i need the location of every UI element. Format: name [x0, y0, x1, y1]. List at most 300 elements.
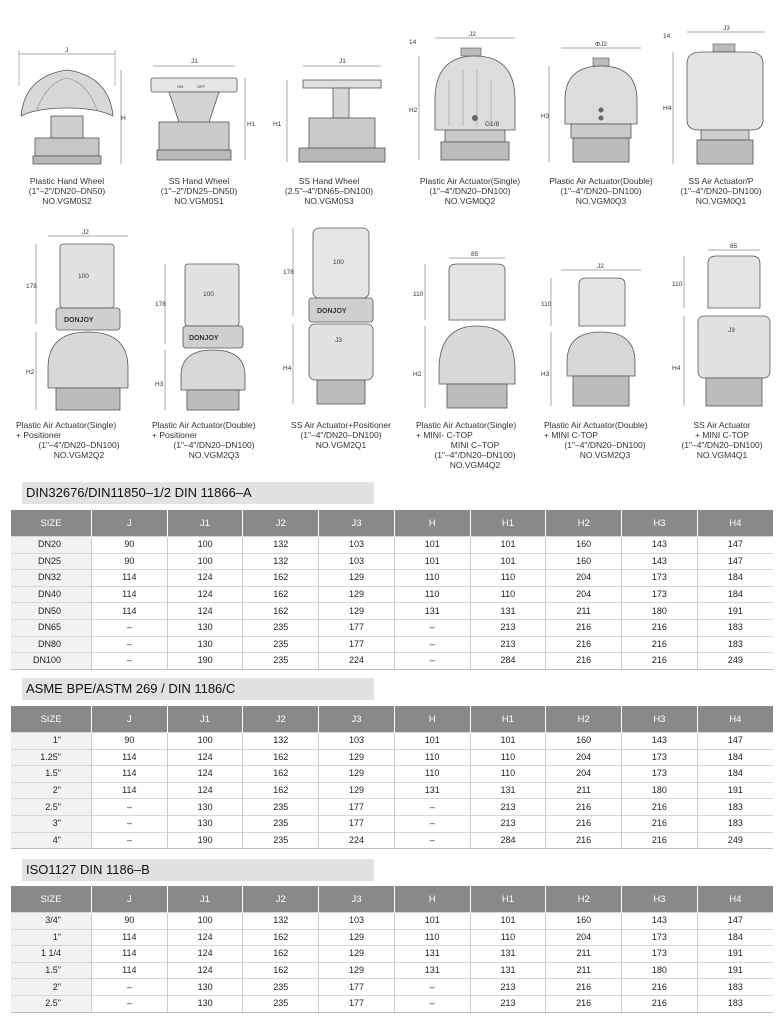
- table-cell: 211: [546, 603, 622, 620]
- table-cell: 101: [470, 553, 546, 570]
- table-cell: –: [92, 979, 168, 996]
- svg-text:H4: H4: [672, 365, 681, 372]
- table-row: [11, 603, 774, 620]
- table-cell: 162: [243, 946, 319, 963]
- drawing-plastic-hand-wheel-icon: [7, 46, 127, 174]
- table-cell: 100: [167, 537, 243, 554]
- size-cell: DN65: [11, 619, 92, 636]
- size-cell: DN80: [11, 636, 92, 653]
- table-cell: 114: [92, 782, 168, 799]
- column-header: H1: [470, 706, 546, 733]
- table-cell: 110: [394, 749, 470, 766]
- table-cell: 147: [697, 733, 773, 750]
- size-cell: 1.5": [11, 962, 92, 979]
- table-cell: 213: [470, 619, 546, 636]
- table-cell: 284: [470, 832, 546, 849]
- column-header: H2: [546, 706, 622, 733]
- svg-text:H1: H1: [247, 121, 256, 128]
- product-plastic-hand-wheel: [2, 46, 132, 206]
- table-cell: 103: [319, 913, 395, 930]
- table-cell: 216: [622, 979, 698, 996]
- size-cell: 2": [11, 979, 92, 996]
- svg-text:H2: H2: [26, 369, 35, 376]
- column-header: H4: [697, 510, 773, 537]
- table-cell: 130: [167, 995, 243, 1012]
- table-cell: 190: [167, 653, 243, 670]
- table-cell: 177: [319, 619, 395, 636]
- table-cell: 110: [394, 570, 470, 587]
- table-cell: 130: [167, 636, 243, 653]
- svg-text:J2: J2: [82, 229, 89, 236]
- table-cell: 90: [92, 553, 168, 570]
- size-cell: DN20: [11, 537, 92, 554]
- table-cell: –: [92, 815, 168, 832]
- drawing-ss-hand-wheel-large-icon: [269, 56, 389, 174]
- svg-text:J1: J1: [191, 58, 198, 65]
- column-header: J3: [319, 886, 395, 913]
- table-cell: 191: [697, 946, 773, 963]
- column-header: H3: [622, 886, 698, 913]
- svg-text:H4: H4: [663, 105, 672, 112]
- product-ss-positioner: [278, 220, 404, 450]
- size-cell: DN25: [11, 553, 92, 570]
- table-cell: 103: [319, 537, 395, 554]
- column-header: H1: [470, 886, 546, 913]
- table-cell: 124: [167, 603, 243, 620]
- table-cell: 216: [622, 815, 698, 832]
- table-cell: –: [92, 653, 168, 670]
- table-cell: 101: [394, 537, 470, 554]
- spec-table-asme: [10, 706, 773, 849]
- column-header: J2: [243, 706, 319, 733]
- table-cell: 235: [243, 636, 319, 653]
- column-header: H3: [622, 706, 698, 733]
- column-header: J: [92, 510, 168, 537]
- table-row: [11, 946, 774, 963]
- table-cell: –: [92, 832, 168, 849]
- table-cell: 101: [470, 537, 546, 554]
- svg-text:J1: J1: [339, 58, 346, 65]
- product-drawings: [0, 0, 783, 480]
- svg-text:14: 14: [663, 33, 671, 40]
- svg-text:14: 14: [409, 39, 417, 46]
- product-double-mini-ctop: [536, 262, 666, 460]
- table-cell: 224: [319, 653, 395, 670]
- table-cell: –: [394, 995, 470, 1012]
- table-cell: 103: [319, 553, 395, 570]
- table-title-din: DIN32676/DIN11850–1/2 DIN 11866–A: [22, 482, 374, 504]
- table-cell: 110: [470, 929, 546, 946]
- table-cell: 211: [546, 962, 622, 979]
- size-cell: 1 1/4: [11, 946, 92, 963]
- table-cell: 132: [243, 553, 319, 570]
- table-cell: 224: [319, 832, 395, 849]
- svg-text:110: 110: [672, 281, 683, 288]
- table-cell: 204: [546, 586, 622, 603]
- table-row: [11, 799, 774, 816]
- table-cell: 124: [167, 749, 243, 766]
- drawing-ss-mini-ctop-icon: [664, 242, 780, 418]
- table-cell: 143: [622, 913, 698, 930]
- product-single-positioner: [14, 228, 142, 460]
- svg-text:H4: H4: [283, 365, 292, 372]
- table-cell: 180: [622, 782, 698, 799]
- table-cell: 130: [167, 815, 243, 832]
- table-cell: 184: [697, 570, 773, 587]
- column-header: H2: [546, 510, 622, 537]
- column-header: J: [92, 886, 168, 913]
- table-cell: 129: [319, 929, 395, 946]
- column-header: H1: [470, 510, 546, 537]
- svg-text:85: 85: [730, 243, 738, 250]
- table-row: [11, 766, 774, 783]
- svg-text:H3: H3: [541, 371, 550, 378]
- product-caption: SS Hand Wheel (1"–2"/DN25–DN50) NO.VGM0S1: [160, 176, 238, 206]
- table-cell: 130: [167, 619, 243, 636]
- table-cell: 131: [470, 962, 546, 979]
- svg-text:DONJOY: DONJOY: [64, 317, 94, 324]
- table-cell: 204: [546, 570, 622, 587]
- table-cell: 180: [622, 603, 698, 620]
- drawing-air-actuator-single-icon: [405, 30, 535, 174]
- table-cell: 132: [243, 733, 319, 750]
- table-cell: 183: [697, 636, 773, 653]
- svg-text:H3: H3: [541, 113, 550, 120]
- table-cell: 162: [243, 570, 319, 587]
- table-cell: 216: [546, 636, 622, 653]
- table-cell: 131: [394, 782, 470, 799]
- table-cell: 100: [167, 553, 243, 570]
- drawing-ss-positioner-icon: [281, 220, 401, 418]
- svg-text:85: 85: [471, 251, 479, 258]
- table-cell: 90: [92, 733, 168, 750]
- table-cell: 183: [697, 979, 773, 996]
- column-header: H: [394, 706, 470, 733]
- table-cell: 114: [92, 586, 168, 603]
- table-cell: 130: [167, 979, 243, 996]
- svg-text:J3: J3: [728, 327, 735, 334]
- size-cell: 1.25": [11, 749, 92, 766]
- table-cell: 204: [546, 766, 622, 783]
- table-cell: 249: [697, 653, 773, 670]
- table-cell: 173: [622, 946, 698, 963]
- table-cell: 216: [622, 832, 698, 849]
- table-row: [11, 636, 774, 653]
- table-cell: 184: [697, 586, 773, 603]
- svg-text:178: 178: [155, 301, 166, 308]
- table-cell: 235: [243, 979, 319, 996]
- svg-text:H2: H2: [413, 371, 422, 378]
- svg-text:H: H: [121, 115, 126, 122]
- size-cell: 3": [11, 815, 92, 832]
- table-cell: 177: [319, 636, 395, 653]
- column-header: J2: [243, 886, 319, 913]
- table-row: [11, 832, 774, 849]
- table-cell: 101: [394, 553, 470, 570]
- table-cell: 130: [167, 799, 243, 816]
- table-row: [11, 962, 774, 979]
- product-ss-mini-ctop: [662, 242, 782, 460]
- table-cell: –: [92, 799, 168, 816]
- product-ss-air-actuator-p: [660, 24, 782, 206]
- svg-text:178: 178: [283, 269, 294, 276]
- table-cell: 235: [243, 799, 319, 816]
- product-caption: Plastic Air Actuator(Double) + MINI C-TOP (1"–4"/DN20–DN100) NO.VGM2Q3: [544, 420, 648, 460]
- table-cell: 211: [546, 782, 622, 799]
- svg-text:110: 110: [541, 301, 552, 308]
- table-cell: 100: [167, 913, 243, 930]
- product-plastic-air-actuator-single: [400, 30, 540, 206]
- product-plastic-air-actuator-double: [536, 40, 666, 206]
- column-header: J3: [319, 510, 395, 537]
- table-cell: 249: [697, 832, 773, 849]
- table-cell: 160: [546, 913, 622, 930]
- table-cell: 213: [470, 995, 546, 1012]
- table-cell: 177: [319, 979, 395, 996]
- svg-text:ON: ON: [177, 84, 183, 89]
- table-cell: 143: [622, 553, 698, 570]
- column-header: J1: [167, 706, 243, 733]
- table-cell: 124: [167, 586, 243, 603]
- column-header: J: [92, 706, 168, 733]
- table-cell: 160: [546, 733, 622, 750]
- table-cell: –: [394, 979, 470, 996]
- table-cell: 183: [697, 799, 773, 816]
- table-cell: –: [394, 832, 470, 849]
- column-header: H: [394, 886, 470, 913]
- table-cell: 235: [243, 832, 319, 849]
- drawing-single-positioner-icon: [18, 228, 138, 418]
- table-cell: 162: [243, 586, 319, 603]
- table-cell: 124: [167, 570, 243, 587]
- svg-text:100: 100: [203, 291, 214, 298]
- table-cell: 216: [622, 636, 698, 653]
- table-row: [11, 619, 774, 636]
- table-row: [11, 913, 774, 930]
- product-caption: Plastic Air Actuator(Double) + Positioner (1"–4"/DN20–DN100) NO.VGM2Q3: [152, 420, 256, 460]
- table-title-asme: ASME BPE/ASTM 269 / DIN 1186/C: [22, 678, 374, 700]
- table-row: [11, 815, 774, 832]
- table-cell: 216: [622, 799, 698, 816]
- svg-text:100: 100: [78, 273, 89, 280]
- product-double-positioner: [150, 256, 276, 460]
- table-cell: 213: [470, 979, 546, 996]
- product-caption: Plastic Air Actuator(Double) (1"–4"/DN20–DN100) NO.VGM0Q3: [549, 176, 653, 206]
- product-caption: SS Hand Wheel (2.5"–4"/DN65–DN100) NO.VGM0S3: [284, 176, 374, 206]
- table-cell: 114: [92, 749, 168, 766]
- table-cell: 191: [697, 962, 773, 979]
- table-cell: 100: [167, 733, 243, 750]
- svg-text:DONJOY: DONJOY: [317, 308, 347, 315]
- table-cell: 101: [470, 913, 546, 930]
- product-caption: SS Air Actuator+Positioner (1"–4"/DN20–DN100) NO.VGM2Q1: [291, 420, 391, 450]
- svg-text:ΦJ2: ΦJ2: [595, 41, 608, 48]
- drawing-ss-hand-wheel-icon: [139, 56, 259, 174]
- table-cell: 160: [546, 537, 622, 554]
- table-cell: 114: [92, 962, 168, 979]
- table-row: [11, 749, 774, 766]
- table-cell: 184: [697, 749, 773, 766]
- table-cell: 284: [470, 653, 546, 670]
- table-cell: 110: [470, 766, 546, 783]
- table-cell: 191: [697, 782, 773, 799]
- product-caption: SS Air Actuator + MINI C-TOP (1"–4"/DN20–DN100) NO.VGM4Q1: [681, 420, 763, 460]
- table-cell: 183: [697, 815, 773, 832]
- table-row: [11, 782, 774, 799]
- table-cell: 90: [92, 537, 168, 554]
- table-header-row: [11, 886, 774, 913]
- table-cell: 129: [319, 603, 395, 620]
- table-cell: 110: [394, 586, 470, 603]
- table-cell: 183: [697, 995, 773, 1012]
- size-cell: DN50: [11, 603, 92, 620]
- svg-text:J: J: [65, 47, 69, 54]
- table-cell: 110: [470, 749, 546, 766]
- table-cell: 204: [546, 749, 622, 766]
- product-ss-hand-wheel-large: [264, 56, 394, 206]
- size-cell: 2": [11, 782, 92, 799]
- table-row: [11, 979, 774, 996]
- table-cell: 162: [243, 929, 319, 946]
- table-cell: 213: [470, 636, 546, 653]
- table-cell: 162: [243, 962, 319, 979]
- table-cell: 110: [394, 766, 470, 783]
- product-ss-hand-wheel-small: [134, 56, 264, 206]
- column-header: J2: [243, 510, 319, 537]
- table-cell: 184: [697, 929, 773, 946]
- table-cell: 235: [243, 653, 319, 670]
- table-row: [11, 553, 774, 570]
- size-cell: 1.5": [11, 766, 92, 783]
- svg-text:J3: J3: [723, 25, 730, 32]
- table-cell: 103: [319, 733, 395, 750]
- table-cell: 131: [394, 946, 470, 963]
- size-cell: DN40: [11, 586, 92, 603]
- table-cell: 216: [546, 653, 622, 670]
- table-cell: 129: [319, 586, 395, 603]
- table-row: [11, 995, 774, 1012]
- column-header: J1: [167, 886, 243, 913]
- column-header: SIZE: [11, 706, 92, 733]
- table-title-iso: ISO1127 DIN 1186–B: [22, 859, 374, 881]
- table-cell: 216: [546, 832, 622, 849]
- table-cell: 162: [243, 603, 319, 620]
- table-cell: 147: [697, 913, 773, 930]
- table-cell: 143: [622, 537, 698, 554]
- table-cell: 183: [697, 619, 773, 636]
- table-cell: 124: [167, 766, 243, 783]
- table-header-row: [11, 706, 774, 733]
- table-cell: –: [394, 799, 470, 816]
- table-cell: 213: [470, 815, 546, 832]
- table-cell: 114: [92, 603, 168, 620]
- column-header: SIZE: [11, 886, 92, 913]
- column-header: J1: [167, 510, 243, 537]
- table-cell: 101: [394, 733, 470, 750]
- drawing-single-mini-ctop-icon: [409, 250, 529, 418]
- svg-text:OFF: OFF: [197, 84, 205, 89]
- column-header: SIZE: [11, 510, 92, 537]
- table-cell: 216: [622, 995, 698, 1012]
- table-cell: –: [394, 653, 470, 670]
- column-header: J3: [319, 706, 395, 733]
- product-caption: Plastic Air Actuator(Single) + MINI- C-TOP MINI C–TOP (1"–4"/DN20–DN100) NO.VGM4Q2: [416, 420, 517, 470]
- table-cell: 173: [622, 586, 698, 603]
- table-cell: 190: [167, 832, 243, 849]
- table-cell: 131: [470, 946, 546, 963]
- table-row: [11, 586, 774, 603]
- size-cell: 3/4": [11, 913, 92, 930]
- table-cell: 129: [319, 570, 395, 587]
- size-cell: DN32: [11, 570, 92, 587]
- table-cell: 129: [319, 946, 395, 963]
- table-cell: 114: [92, 946, 168, 963]
- size-cell: 4": [11, 832, 92, 849]
- table-cell: 124: [167, 782, 243, 799]
- spec-table-iso: [10, 886, 773, 1013]
- svg-text:G1/8: G1/8: [485, 121, 500, 128]
- table-cell: 143: [622, 733, 698, 750]
- table-row: [11, 537, 774, 554]
- table-cell: 90: [92, 913, 168, 930]
- svg-text:J3: J3: [335, 337, 342, 344]
- svg-text:110: 110: [413, 291, 424, 298]
- table-header-row: [11, 510, 774, 537]
- table-cell: 129: [319, 962, 395, 979]
- table-cell: 191: [697, 603, 773, 620]
- size-cell: 2.5": [11, 799, 92, 816]
- drawing-ss-air-actuator-icon: [661, 24, 781, 174]
- table-cell: 114: [92, 929, 168, 946]
- table-cell: 147: [697, 537, 773, 554]
- table-cell: 204: [546, 929, 622, 946]
- table-cell: –: [92, 636, 168, 653]
- table-cell: 124: [167, 946, 243, 963]
- table-row: [11, 570, 774, 587]
- table-cell: –: [394, 815, 470, 832]
- table-cell: 129: [319, 766, 395, 783]
- svg-text:J2: J2: [597, 263, 604, 270]
- table-cell: 177: [319, 995, 395, 1012]
- table-row: [11, 733, 774, 750]
- table-cell: –: [394, 636, 470, 653]
- table-cell: 129: [319, 749, 395, 766]
- table-cell: 162: [243, 766, 319, 783]
- table-cell: 216: [546, 995, 622, 1012]
- table-cell: 184: [697, 766, 773, 783]
- column-header: H: [394, 510, 470, 537]
- svg-text:DONJOY: DONJOY: [189, 335, 219, 342]
- table-cell: 101: [470, 733, 546, 750]
- drawing-double-positioner-icon: [153, 256, 273, 418]
- table-cell: 173: [622, 570, 698, 587]
- product-caption: Plastic Air Actuator(Single) (1"–4"/DN20–DN100) NO.VGM0Q2: [419, 176, 521, 206]
- table-cell: 177: [319, 815, 395, 832]
- size-cell: 2.5": [11, 995, 92, 1012]
- table-cell: 216: [546, 979, 622, 996]
- svg-text:H1: H1: [273, 121, 282, 128]
- svg-text:H2: H2: [409, 107, 418, 114]
- table-cell: 114: [92, 570, 168, 587]
- table-cell: 124: [167, 929, 243, 946]
- table-cell: –: [394, 619, 470, 636]
- drawing-double-mini-ctop-icon: [541, 262, 661, 418]
- table-cell: 216: [546, 799, 622, 816]
- table-cell: 132: [243, 537, 319, 554]
- table-cell: 235: [243, 995, 319, 1012]
- column-header: H2: [546, 886, 622, 913]
- table-cell: 110: [470, 570, 546, 587]
